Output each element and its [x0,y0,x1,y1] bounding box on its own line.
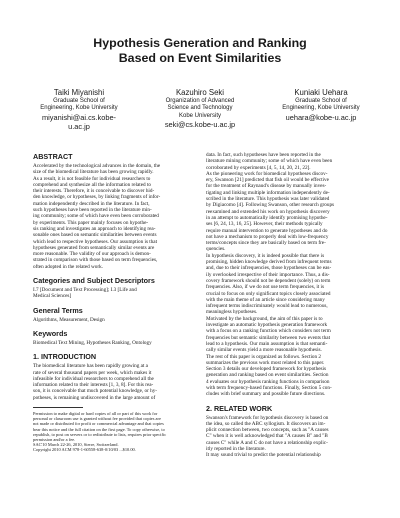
text-line: size of the biomedical literature has been growing rapidly. [33,169,154,176]
text-line: It may sound trivial to predict the potential relationship [206,452,321,459]
categories-heading: Categories and Subject Descriptors [33,276,155,286]
text-line: son, it is conceivable that much potential knowledge, or hy- [33,388,158,395]
text-line: ily overlooked irrespective of their importance. Thus, a dis- [206,271,330,278]
text-line: Motivated by the background, the aim of this paper is to [206,315,323,322]
text-line: potheses, is remaining undiscovered in the large amount of [33,394,156,401]
text-line: by Digiacomo [4]. Following Swanson, other research groups [206,202,335,209]
text-line: require manual intervention to generate hypotheses and do [206,227,328,234]
text-line: reexamined and extended his work on hypothesis discovery [206,208,330,215]
text-line: Swanson's framework for hypothesis discovery is based on [206,414,329,421]
text-line: 4 evaluates our hypothesis ranking functions in comparison [206,378,330,385]
copyright-footnote [33,411,198,453]
author-affiliation: Science and Technology [167,105,233,112]
text-line: terms/concepts since they are basically based on term fre- [206,240,326,247]
text-line: tigating and linking multiple information independently de- [206,189,330,196]
text-line: scribed in the literature. This hypothesis was later validated [206,196,330,203]
text-line: frequencies. Also, if we do not use term frequencies, it is [206,284,324,291]
introduction-continued-text [206,152,371,398]
text-line: As a result, it is not feasible for individual researchers to [33,175,151,182]
text-line: sonable ones based on semantic similarities between events [33,232,157,239]
author-affiliation: Graduate School of [53,98,105,104]
text-line: information related to their interests [1, 3, 8]. For this rea- [33,382,154,389]
text-line: meaningless hypotheses. [206,309,258,316]
text-line: with the main theme of an article since considering many [206,296,325,303]
general-terms-text [33,317,198,323]
author-name: Kuniaki Uehara [294,88,348,97]
footnote-line: SAC'10 March 22-26, 2010, Sierre, Switzerland. [33,442,119,448]
abstract-text [33,163,198,270]
author-name: Taiki Miyanishi [53,88,105,97]
text-line: Section 3 details our developed framework for hypothesis [206,366,327,373]
text-line: Accelerated by the technological advances in the domain, the [33,163,161,169]
text-line: with term frequency-based functions. Finally, Section 5 con- [206,384,332,391]
text-line: I.7 [Document and Text Processing]; I.3 [Life and [33,287,137,294]
author-email: miyanishi@ai.cs.kobe- [41,112,117,122]
text-line: lead to a hypothesis. Our main assumption is that semanti- [206,340,328,347]
text-line: by experiments. This paper mainly focuses on hypothe- [33,219,149,226]
text-line: strated in comparison with those based on term frequencies, [33,257,158,264]
text-line: literature mining community; some of which have even been [206,158,333,165]
introduction-text [33,363,198,401]
text-line: cally similar events yield a more reasonable hypothesis. [206,347,322,354]
text-line: infrequent terms indiscriminately would lead to numerous, [206,303,328,310]
author-email: seki@cs.kobe-u.ac.jp [164,120,236,130]
text-line: Biomedical Text Mining, Hypotheses Ranking, Ontology [33,339,152,346]
author-affiliation: Graduate School of [295,98,347,104]
text-line: investigate an automatic hypothesis generation framework [206,322,328,329]
text-line: hypotheses generated from semantically similar events are [33,244,155,251]
text-line: cludes with brief summary and possible future directions. [206,391,326,398]
text-line: their interests. Therefore, it is conceivable to discover hid- [33,188,155,195]
footnote-rule [33,407,83,408]
text-line: frequencies but semantic similarity between two events that [206,334,331,341]
text-line: infeasible for individual researchers to comprehend all the [33,375,154,382]
footnote-line: bear this notice and the full citation on the first page. To copy otherwise, to [33,426,165,432]
author-name: Kazuhiro Seki [175,88,225,97]
text-line: sis ranking and investigates an approach to identifying rea- [33,225,156,232]
text-line: quencies. [206,246,226,253]
text-line: plicit connection between, two concepts, such as "A causes [206,427,329,434]
text-line: causes C" while A and C do not have a relationship explic- [206,439,328,446]
text-line: and, due to their infrequencies, those hypotheses can be eas- [206,265,332,272]
footnote-line: republish, to post on servers or to redistribute to lists, requires prior specific [33,431,167,437]
title-line: Hypothesis Generation and Ranking [93,36,307,50]
author-affiliation: Engineering, Kobe University [282,105,360,112]
keywords-text [33,340,198,346]
keywords-heading: Keywords [33,328,68,338]
text-line: not have a mechanism to properly deal with low-frequency [206,233,329,240]
author-email: uehara@kobe-u.ac.jp [285,112,357,122]
text-line: often adopted in the related work. [33,263,104,270]
text-line: rate of several thousand papers per week, which makes it [33,369,152,376]
paper-title [30,36,370,66]
footnote-line: personal or classroom use is granted without fee provided that copies are [33,416,161,422]
text-line: In hypothesis discovery, it is indeed possible that there is [206,252,325,259]
title-line: Based on Event Similarities [118,51,282,65]
author-affiliation: Organization of Advanced [165,98,235,104]
text-line: such hypotheses have been reported in the literature min- [33,207,152,214]
text-line: for the treatment of Raynaud's disease by manually inves- [206,183,327,190]
text-line: Algorithms, Measurement, Design [33,316,105,323]
introduction-heading: 1. INTRODUCTION [33,352,97,362]
author-email: u.ac.jp [68,121,90,131]
author-affiliation: Kobe University [178,112,222,119]
text-line: corroborated by experiments [4, 5, 14, 20, 21, 22]. [206,164,311,171]
right-column [206,152,371,459]
text-line: summarizes the previous work most related to this paper. [206,359,325,366]
text-line: which lead to respective hypotheses. Our assumption is that [33,238,158,245]
author-3 [262,88,380,122]
text-line: As the pioneering work for biomedical hypotheses discov- [206,170,328,177]
text-line: The biomedical literature has been rapidly growing at a [33,363,148,370]
footnote-line: Permission to make digital or hard copies of all or part of this work for [33,411,158,417]
text-line: generation and ranking based on event similarities. Section [206,372,329,379]
footnote-line: Copyright 2010 ACM 978-1-60558-638-0/10/03 ...$10.00. [33,447,136,453]
footnote-line: permission and/or a fee. [33,437,76,443]
author-affiliation: Engineering, Kobe University [40,105,118,112]
abstract-heading: ABSTRACT [33,152,73,161]
text-line: promising, hidden knowledge derived from infrequent terms [206,259,332,266]
author-1 [20,88,138,131]
left-column [33,152,198,453]
text-line: mation independently described in the literature. In fact, [33,200,150,207]
text-line: comprehend and synthesize all the information related to [33,181,151,188]
general-terms-heading: General Terms [33,305,83,315]
text-line: Medical Sciences] [33,293,72,300]
text-line: itly reported in the literature. [206,446,266,453]
text-line: crucial to focus on only significant topics closely associated [206,290,331,297]
categories-text [33,287,198,300]
text-line: covery framework should not be dependent (solely) on term [206,277,331,284]
text-line: C" when it is well acknowledged that "A causes B" and "B [206,433,328,440]
footnote-line: not made or distributed for profit or commercial advantage and that copies [33,421,164,427]
text-line: the idea, so called the ABC syllogism. It discovers an im- [206,420,326,427]
text-line: The rest of this paper is organized as follows. Section 2 [206,353,322,360]
text-line: ing community; some of which have even been corroborated [33,213,159,220]
related-work-text [206,415,371,459]
text-line: den knowledge, or hypotheses, by linking fragments of infor- [33,194,161,201]
author-2 [141,88,259,129]
text-line: ery, Swanson [21] predicted that fish oil would be effective [206,177,329,184]
text-line: more reasonable. The validity of our approach is demon- [33,251,151,258]
related-work-heading: 2. RELATED WORK [206,403,273,413]
text-line: with a focus on a ranking function which considers not term [206,328,331,335]
text-line: data. In fact, such hypotheses have been reported in the [206,152,321,158]
text-line: in an attempt to automatically identify promising hypothe- [206,214,328,221]
text-line: ses [6, 24, 13, 16, 25]. However, their methods typically [206,221,323,228]
